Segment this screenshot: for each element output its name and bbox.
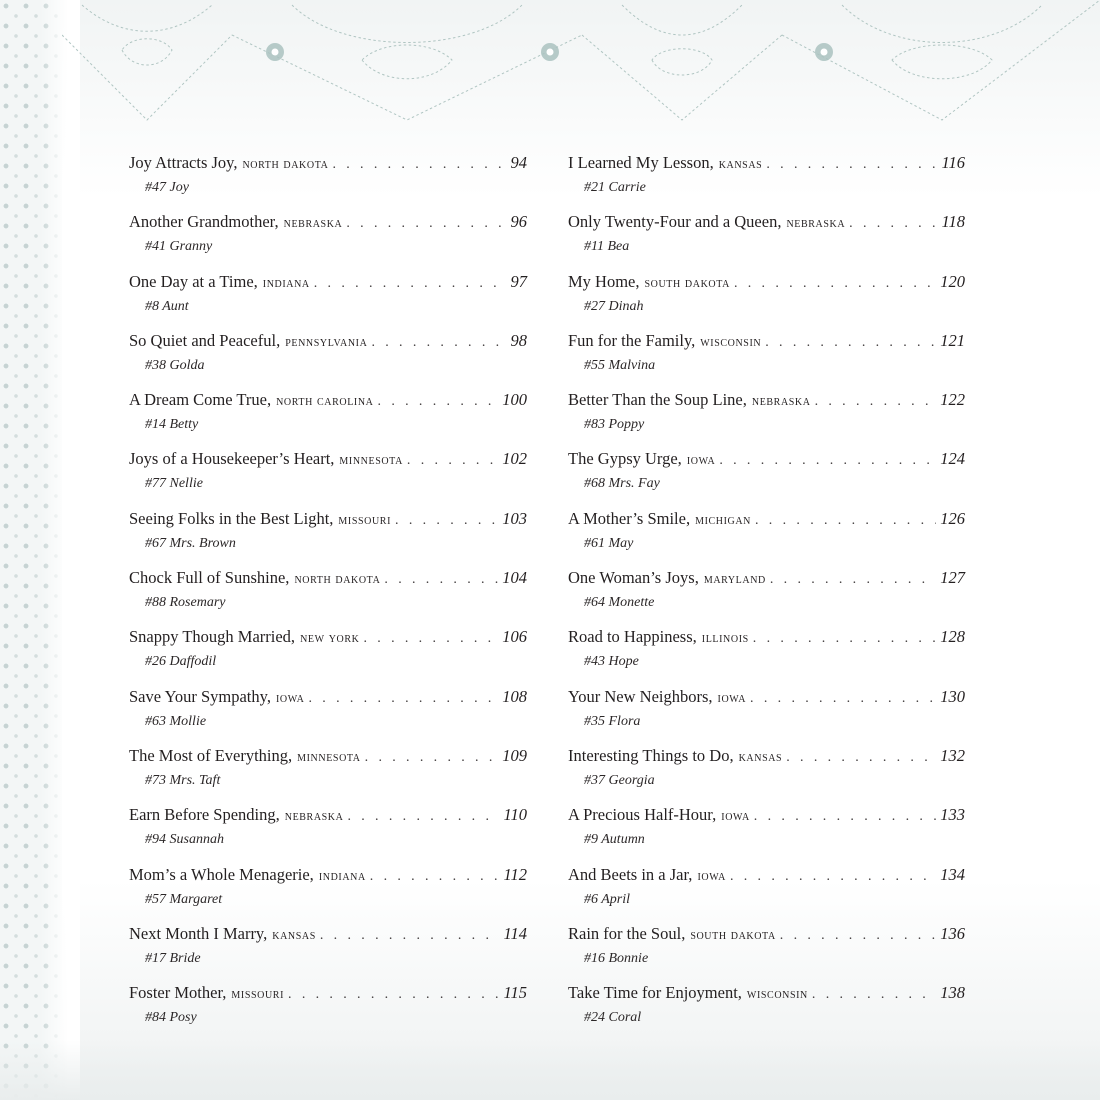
toc-entry-line <box>129 328 527 356</box>
entry-subtitle: #11 Bea <box>584 239 630 255</box>
entry-title: Interesting Things to Do, <box>568 745 734 765</box>
entry-title: Better Than the Soup Line, <box>568 390 747 410</box>
toc-entry-line <box>568 150 965 178</box>
entry-title: The Most of Everything, <box>129 745 293 765</box>
entry-page-number: 100 <box>502 390 527 410</box>
leader-dots <box>766 152 937 178</box>
entry-title: A Precious Half-Hour, <box>568 805 717 825</box>
entry-title: One Day at a Time, <box>129 271 258 291</box>
toc-entry <box>568 209 965 268</box>
leader-dots <box>750 686 936 712</box>
toc-entry-line <box>568 684 965 712</box>
entry-subtitle: #9 Autumn <box>584 832 645 848</box>
entry-subtitle: #47 Joy <box>145 180 189 195</box>
entry-title: Chock Full of Sunshine, <box>129 568 290 588</box>
entry-subtitle: #88 Rosemary <box>145 595 226 611</box>
entry-state: pennsylvania <box>285 334 368 350</box>
entry-title: Joys of a Housekeeper’s Heart, <box>129 449 335 469</box>
toc-entry <box>568 684 965 743</box>
entry-title: One Woman’s Joys, <box>568 568 699 588</box>
leader-dots <box>371 330 506 356</box>
entry-state: nebraska <box>284 809 344 825</box>
leader-dots <box>719 448 936 474</box>
entry-state: north carolina <box>276 394 374 410</box>
leader-dots <box>765 330 936 356</box>
entry-page-number: 116 <box>941 153 965 172</box>
entry-state: wisconsin <box>746 987 808 1003</box>
entry-title: And Beets in a Jar, <box>568 864 693 884</box>
entry-state: minnesota <box>297 749 361 765</box>
entry-state: nebraska <box>786 216 846 232</box>
entry-subtitle: #83 Poppy <box>584 417 645 433</box>
toc-entry <box>568 328 965 387</box>
entry-state: north dakota <box>294 572 381 588</box>
entry-title: So Quiet and Peaceful, <box>129 330 281 350</box>
toc-entry-line <box>568 624 965 652</box>
bottom-shade <box>0 1040 1100 1100</box>
entry-page-number: 134 <box>940 864 965 884</box>
entry-page-number: 103 <box>502 508 527 528</box>
side-pattern-fade <box>40 0 80 1100</box>
toc-entry <box>129 921 527 980</box>
entry-page-number: 133 <box>940 805 965 825</box>
entry-subtitle: #64 Monette <box>584 595 655 611</box>
entry-page-number: 108 <box>502 686 527 706</box>
entry-page-number: 109 <box>502 745 527 765</box>
toc-left-column <box>129 150 527 1039</box>
leader-dots <box>812 982 936 1008</box>
toc-entry <box>129 269 527 328</box>
entry-page-number: 110 <box>503 805 527 825</box>
entry-page-number: 132 <box>940 745 965 765</box>
leader-dots <box>384 567 498 593</box>
entry-page-number: 122 <box>940 390 965 410</box>
entry-subtitle: #27 Dinah <box>584 298 644 314</box>
toc-entry-line <box>129 980 527 1008</box>
leader-dots <box>308 686 498 712</box>
toc-entry <box>568 980 965 1039</box>
entry-page-number: 98 <box>510 330 527 350</box>
toc-entry <box>129 387 527 446</box>
toc-entry-line <box>568 269 965 297</box>
leader-dots <box>288 982 499 1008</box>
leader-dots <box>378 389 499 415</box>
toc-entry-line <box>568 921 965 949</box>
toc-entry <box>129 684 527 743</box>
toc-entry <box>129 743 527 802</box>
toc-entry <box>568 446 965 505</box>
entry-state: iowa <box>697 868 726 884</box>
entry-title: Your New Neighbors, <box>568 686 713 706</box>
toc-entry-line <box>129 150 527 178</box>
toc-entry <box>129 802 527 861</box>
entry-title: Mom’s a Whole Menagerie, <box>129 864 314 884</box>
entry-page-number: 136 <box>940 923 965 943</box>
leader-dots <box>770 567 936 593</box>
entry-state: north dakota <box>242 157 329 172</box>
toc-entry-line <box>129 684 527 712</box>
leader-dots <box>730 864 936 890</box>
entry-state: missouri <box>231 987 285 1003</box>
entry-title: Road to Happiness, <box>568 627 697 647</box>
entry-subtitle: #8 Aunt <box>145 298 189 314</box>
toc-entry-line <box>129 802 527 830</box>
entry-title: Next Month I Marry, <box>129 923 268 943</box>
leader-dots <box>332 152 506 178</box>
entry-subtitle: #24 Coral <box>584 1010 642 1026</box>
entry-subtitle: #26 Daffodil <box>145 654 217 670</box>
leader-dots <box>753 626 936 652</box>
entry-subtitle: #63 Mollie <box>145 713 207 729</box>
leader-dots <box>407 448 498 474</box>
leader-dots <box>786 745 936 771</box>
entry-state: new york <box>300 631 360 647</box>
toc-entry <box>568 269 965 328</box>
toc-entry-line <box>129 387 527 415</box>
toc-entry <box>568 150 965 209</box>
entry-state: wisconsin <box>700 334 762 350</box>
entry-title: Only Twenty-Four and a Queen, <box>568 212 782 232</box>
toc-entry <box>568 802 965 861</box>
entry-page-number: 121 <box>940 330 965 350</box>
entry-state: south dakota <box>644 275 730 291</box>
entry-subtitle: #43 Hope <box>584 654 639 670</box>
entry-page-number: 94 <box>510 153 527 172</box>
entry-title: Foster Mother, <box>129 983 227 1003</box>
leader-dots <box>815 389 937 415</box>
entry-subtitle: #17 Bride <box>145 950 201 966</box>
toc-entry <box>129 980 527 1039</box>
entry-page-number: 112 <box>503 864 527 884</box>
entry-title: Joy Attracts Joy, <box>129 153 238 172</box>
entry-state: iowa <box>686 453 716 469</box>
leader-dots <box>314 271 507 297</box>
entry-state: indiana <box>318 868 366 884</box>
entry-page-number: 130 <box>940 686 965 706</box>
entry-page-number: 126 <box>940 508 965 528</box>
leader-dots <box>395 508 498 534</box>
entry-state: iowa <box>721 809 750 825</box>
entry-title: Earn Before Spending, <box>129 805 280 825</box>
entry-subtitle: #35 Flora <box>584 713 641 729</box>
leader-dots <box>370 864 500 890</box>
toc-entry-line <box>568 980 965 1008</box>
entry-page-number: 104 <box>502 568 527 588</box>
toc-entry-line <box>568 209 965 237</box>
toc-entry-line <box>129 565 527 593</box>
entry-title: My Home, <box>568 271 640 291</box>
entry-subtitle: #38 Golda <box>145 357 205 373</box>
leader-dots <box>849 211 937 237</box>
leader-dots <box>734 271 936 297</box>
entry-title: Take Time for Enjoyment, <box>568 983 742 1003</box>
entry-page-number: 115 <box>503 983 527 1003</box>
entry-title: Save Your Sympathy, <box>129 686 271 706</box>
toc-entry-line <box>129 446 527 474</box>
entry-state: michigan <box>695 512 751 528</box>
toc-entry-line <box>568 446 965 474</box>
entry-state: kansas <box>738 749 783 765</box>
entry-subtitle: #61 May <box>584 535 634 551</box>
entry-subtitle: #41 Granny <box>145 239 213 255</box>
entry-subtitle: #94 Susannah <box>145 832 224 848</box>
toc-entry-line <box>568 387 965 415</box>
entry-page-number: 96 <box>510 212 527 232</box>
leader-dots <box>347 804 499 830</box>
toc-entry-line <box>568 565 965 593</box>
entry-subtitle: #57 Margaret <box>145 891 223 907</box>
toc-entry-line <box>129 921 527 949</box>
entry-subtitle: #67 Mrs. Brown <box>145 535 236 551</box>
entry-title: Another Grandmother, <box>129 212 279 232</box>
entry-title: The Gypsy Urge, <box>568 449 682 469</box>
entry-state: missouri <box>338 512 392 528</box>
entry-page-number: 120 <box>940 271 965 291</box>
entry-page-number: 114 <box>503 923 527 943</box>
toc-entry <box>568 624 965 683</box>
toc-entry <box>129 209 527 268</box>
top-quilt-ornament <box>62 0 1100 125</box>
leader-dots <box>363 626 498 652</box>
entry-state: kansas <box>272 927 316 943</box>
toc-entry <box>568 862 965 921</box>
entry-subtitle: #21 Carrie <box>584 180 646 195</box>
entry-state: iowa <box>717 690 747 706</box>
entry-page-number: 128 <box>940 627 965 647</box>
toc-entry-line <box>129 624 527 652</box>
entry-title: Snappy Though Married, <box>129 627 296 647</box>
toc-entry <box>129 862 527 921</box>
entry-subtitle: #6 April <box>584 891 631 907</box>
entry-page-number: 127 <box>940 568 965 588</box>
entry-state: iowa <box>275 690 305 706</box>
toc-entry <box>129 446 527 505</box>
entry-state: south dakota <box>690 927 776 943</box>
toc-entry-line <box>568 328 965 356</box>
entry-title: I Learned My Lesson, <box>568 153 714 172</box>
entry-state: nebraska <box>751 394 811 410</box>
entry-subtitle: #14 Betty <box>145 417 199 433</box>
toc-entry <box>568 743 965 802</box>
entry-page-number: 138 <box>940 983 965 1003</box>
toc-entry-line <box>129 506 527 534</box>
entry-page-number: 97 <box>510 271 527 291</box>
toc-entry <box>129 506 527 565</box>
leader-dots <box>780 923 936 949</box>
toc-entry-line <box>129 269 527 297</box>
entry-page-number: 102 <box>502 449 527 469</box>
toc-entry <box>129 328 527 387</box>
leader-dots <box>365 745 499 771</box>
entry-page-number: 118 <box>941 212 965 232</box>
toc-entry <box>129 565 527 624</box>
leader-dots <box>346 211 506 237</box>
toc-entry <box>129 624 527 683</box>
toc-entry-line <box>568 862 965 890</box>
entry-subtitle: #84 Posy <box>145 1010 197 1026</box>
entry-page-number: 124 <box>940 449 965 469</box>
leader-dots <box>320 923 500 949</box>
entry-title: A Mother’s Smile, <box>568 508 691 528</box>
entry-state: illinois <box>701 631 749 647</box>
toc-right-column <box>568 150 965 1039</box>
toc-entry <box>568 565 965 624</box>
toc-entry-line <box>129 743 527 771</box>
toc-entry-line <box>129 209 527 237</box>
entry-state: minnesota <box>339 453 403 469</box>
toc-entry <box>568 387 965 446</box>
toc-entry-line <box>568 506 965 534</box>
entry-subtitle: #55 Malvina <box>584 357 656 373</box>
entry-state: maryland <box>703 572 766 588</box>
toc-entry <box>129 150 527 209</box>
toc-entry <box>568 921 965 980</box>
entry-title: Fun for the Family, <box>568 330 696 350</box>
entry-subtitle: #68 Mrs. Fay <box>584 476 660 492</box>
entry-page-number: 106 <box>502 627 527 647</box>
entry-state: kansas <box>718 157 763 172</box>
toc-entry-line <box>129 862 527 890</box>
toc-entry <box>568 506 965 565</box>
entry-title: Rain for the Soul, <box>568 923 686 943</box>
entry-subtitle: #37 Georgia <box>584 772 655 788</box>
entry-state: nebraska <box>283 216 343 232</box>
entry-title: Seeing Folks in the Best Light, <box>129 508 334 528</box>
entry-subtitle: #16 Bonnie <box>584 950 649 966</box>
toc-entry-line <box>568 743 965 771</box>
entry-subtitle: #73 Mrs. Taft <box>145 772 221 788</box>
leader-dots <box>754 804 936 830</box>
entry-state: indiana <box>262 275 310 291</box>
toc-entry-line <box>568 802 965 830</box>
leader-dots <box>755 508 936 534</box>
entry-title: A Dream Come True, <box>129 390 272 410</box>
entry-subtitle: #77 Nellie <box>145 476 203 492</box>
